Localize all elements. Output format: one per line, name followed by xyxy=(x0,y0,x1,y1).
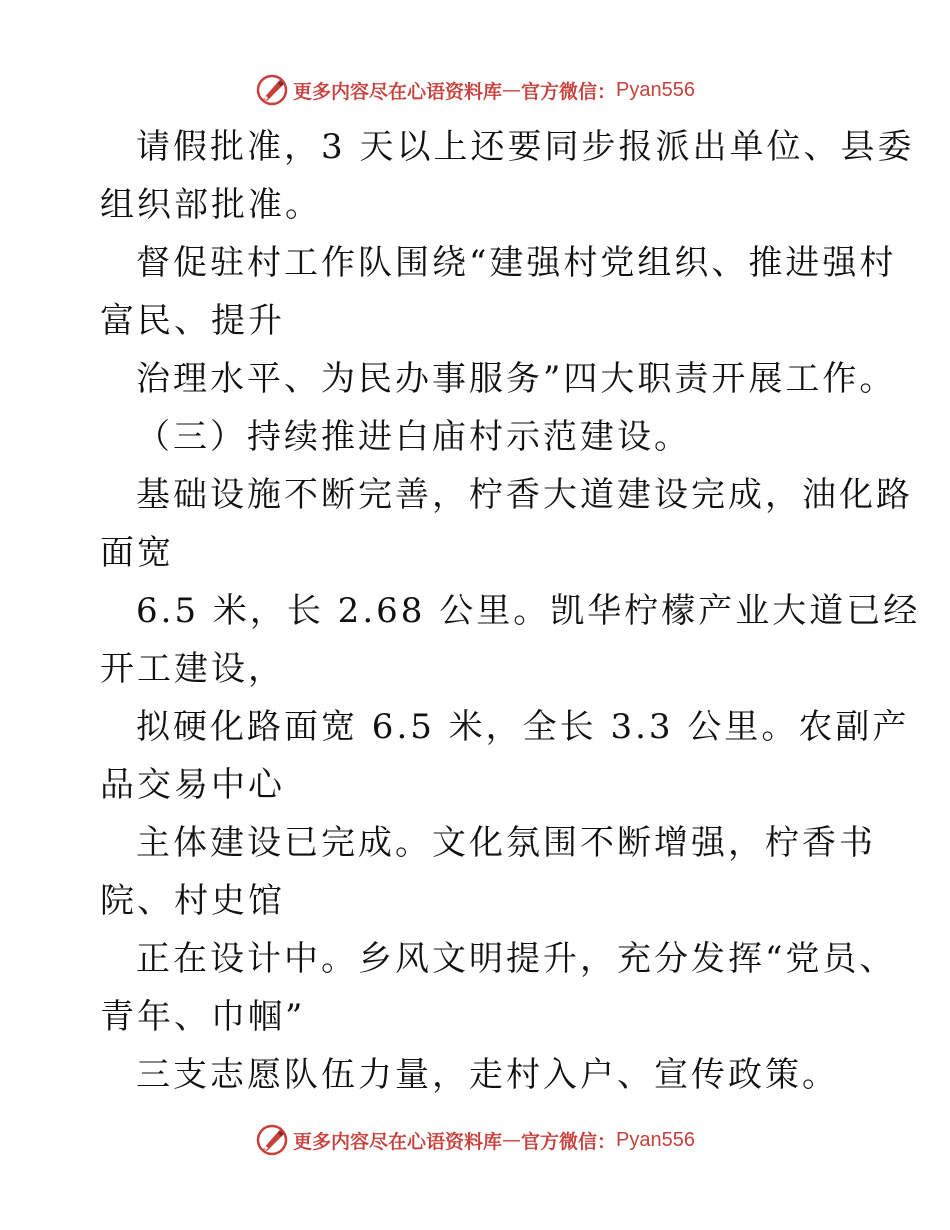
body-line: 三支志愿队伍力量，走村入户、宣传政策。 xyxy=(136,1055,839,1095)
body-line: 开工建设， xyxy=(100,649,285,689)
footer-watermark-text: 更多内容尽在心语资料库 xyxy=(293,1130,503,1153)
body-line: 请假批准，3 天以上还要同步报派出单位、县委 xyxy=(136,127,915,167)
body-line: 主体建设已完成。文化氛围不断增强，柠香书 xyxy=(136,823,876,863)
body-line: 治理水平、为民办事服务”四大职责开展工作。 xyxy=(136,359,897,399)
body-line: 基础设施不断完善，柠香大道建设完成，油化路 xyxy=(136,475,913,515)
footer-separator: — xyxy=(502,1129,522,1151)
header-contact-id: Pyan556 xyxy=(616,78,695,101)
body-line: 组织部批准。 xyxy=(100,185,322,225)
footer-contact-label: 官方微信： xyxy=(521,1130,617,1153)
body-line: 面宽 xyxy=(100,533,174,573)
body-line: 青年、巾帼” xyxy=(100,997,306,1037)
footer-contact-id: Pyan556 xyxy=(616,1128,695,1151)
header-watermark xyxy=(0,70,950,110)
pen-logo-icon xyxy=(255,1123,289,1157)
header-watermark-text: 更多内容尽在心语资料库 xyxy=(293,80,503,103)
header-contact-label: 官方微信： xyxy=(521,80,617,103)
header-separator: — xyxy=(502,79,522,101)
body-line: 正在设计中。乡风文明提升，充分发挥“党员、 xyxy=(136,939,897,979)
body-line: 督促驻村工作队围绕“建强村党组织、推进强村 xyxy=(136,243,897,283)
section-heading: （三）持续推进白庙村示范建设。 xyxy=(136,417,691,457)
footer-watermark xyxy=(0,1120,950,1160)
body-line: 院、村史馆 xyxy=(100,881,285,921)
body-line: 拟硬化路面宽 6.5 米，全长 3.3 公里。农副产 xyxy=(136,707,910,747)
body-line: 6.5 米，长 2.68 公里。凯华柠檬产业大道已经 xyxy=(136,591,921,631)
body-line: 品交易中心 xyxy=(100,765,285,805)
body-line: 富民、提升 xyxy=(100,301,285,341)
document-body xyxy=(100,118,921,1104)
pen-logo-icon xyxy=(255,73,289,107)
